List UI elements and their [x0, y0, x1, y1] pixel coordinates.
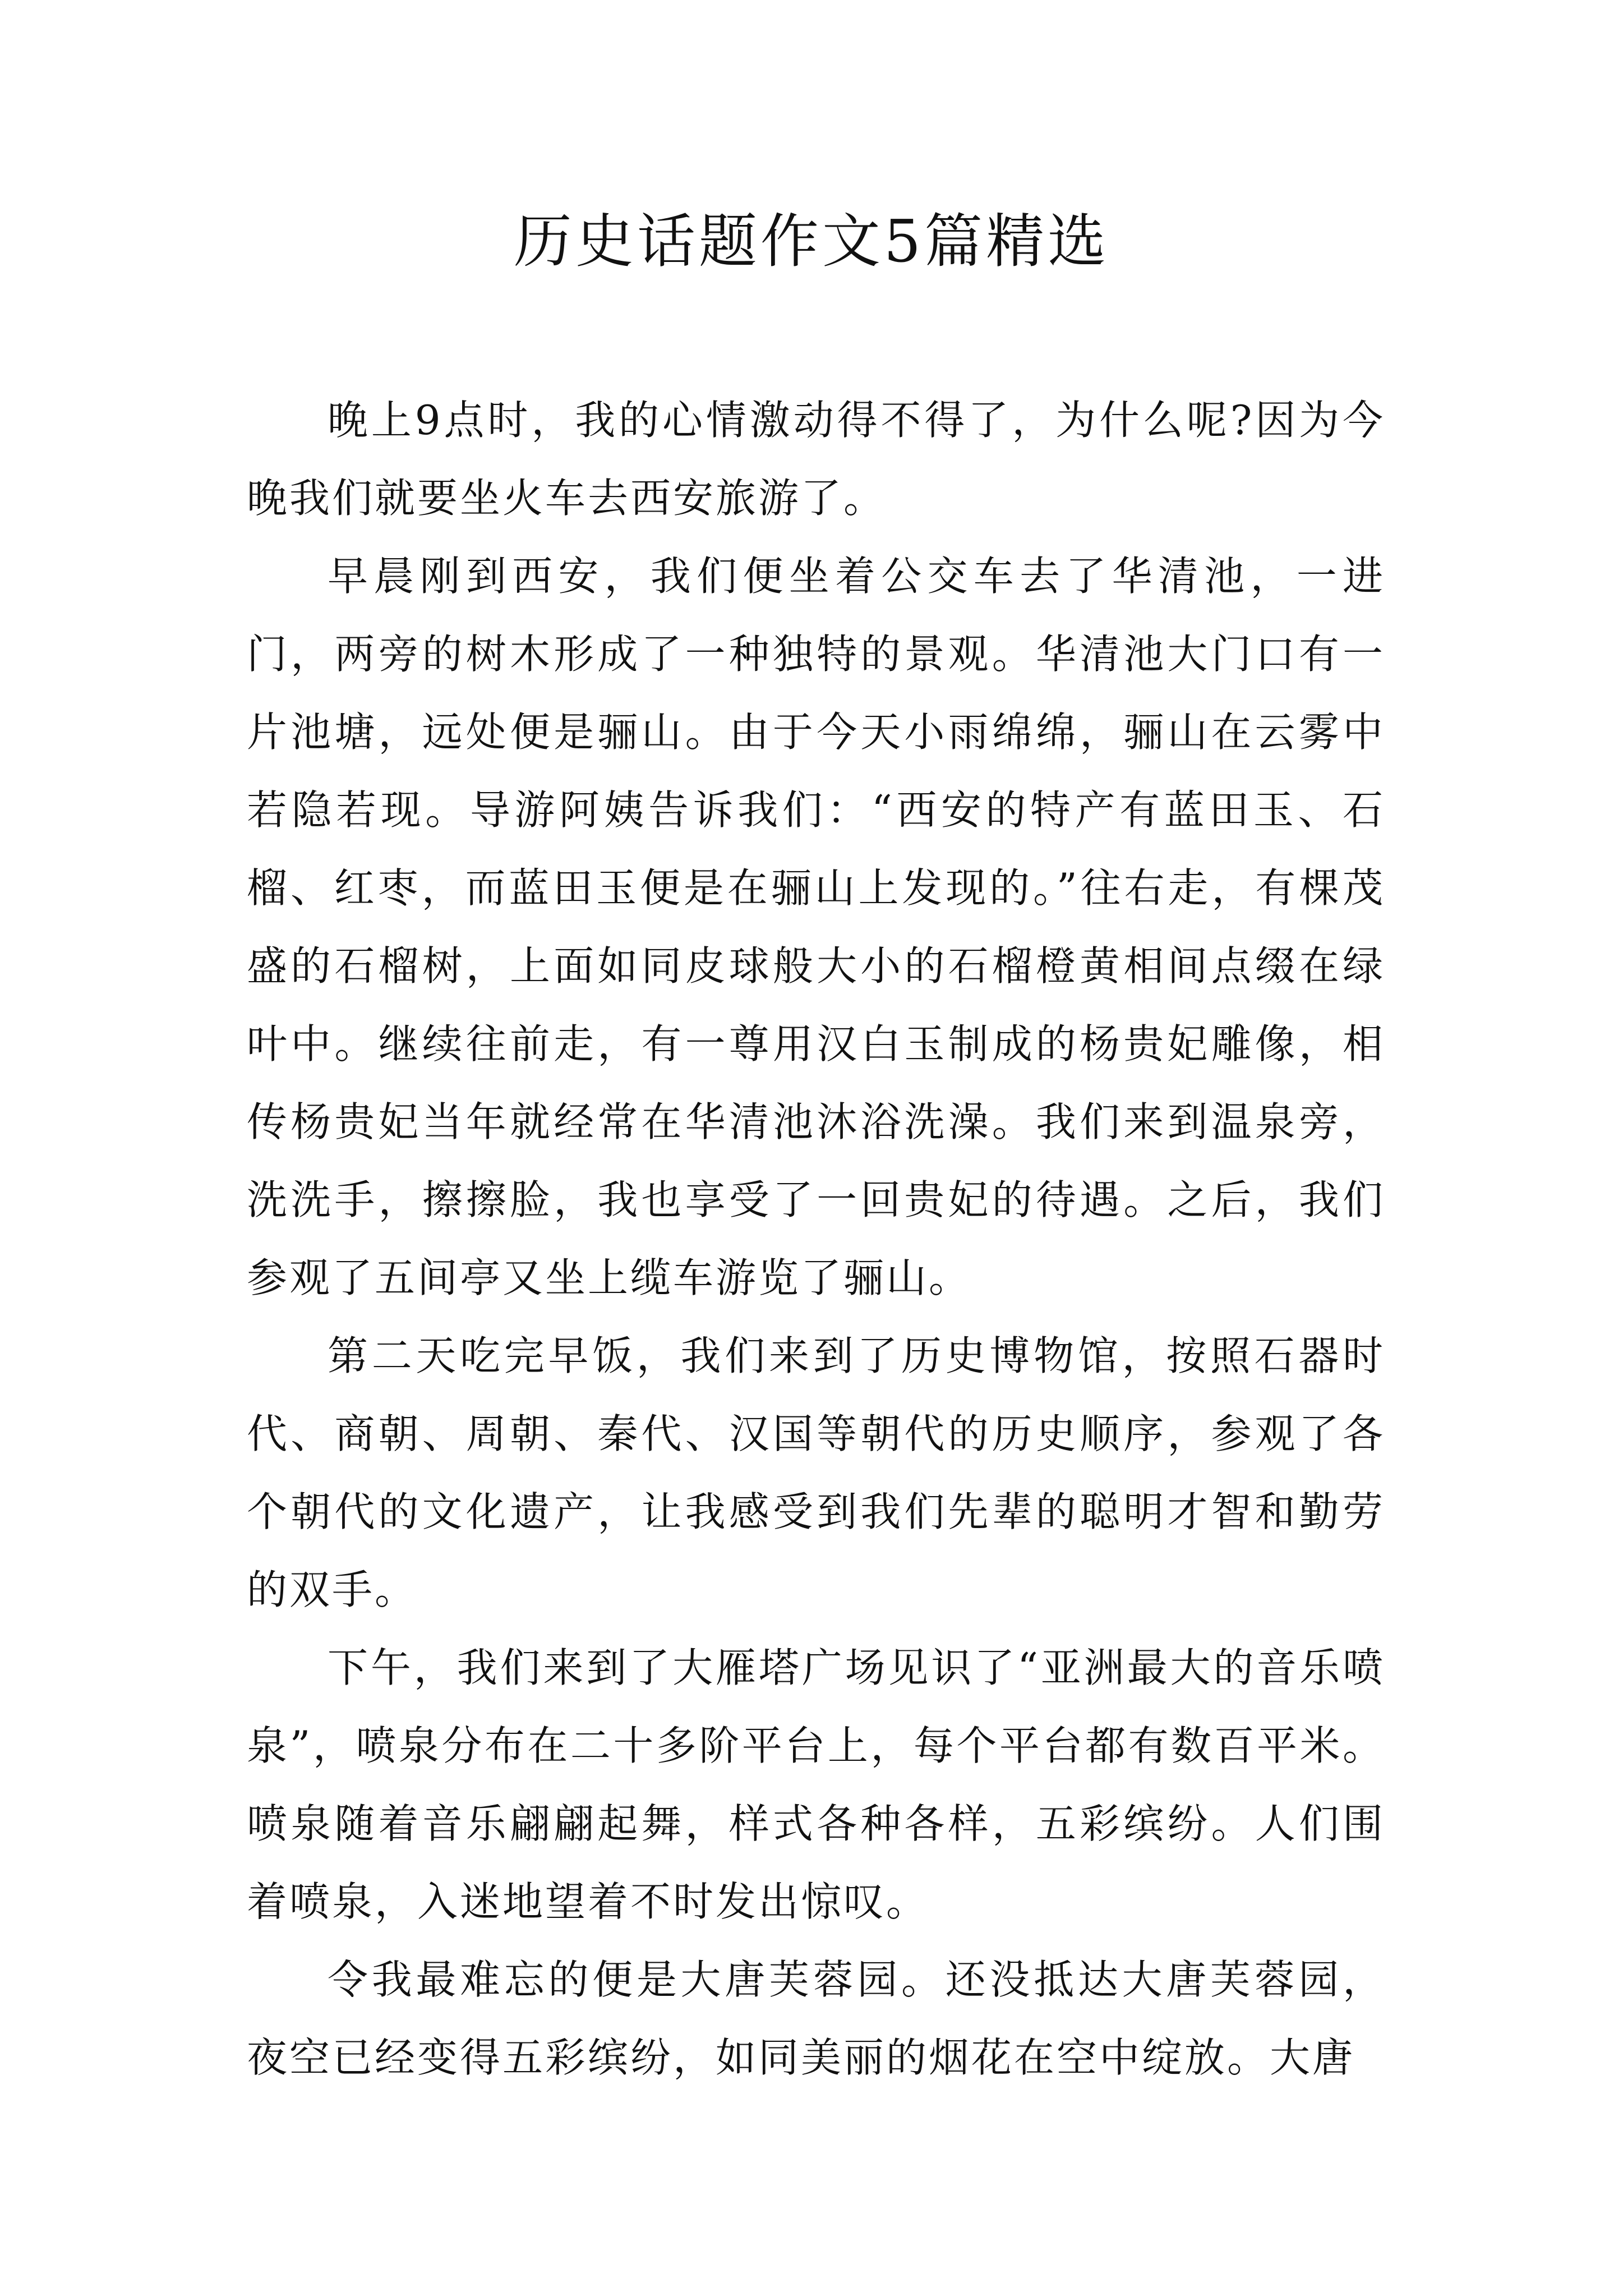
document-title: 历史话题作文5篇精选: [513, 207, 1110, 275]
paragraph: 第二天吃完早饭，我们来到了历史博物馆，按照石器时代、商朝、周朝、秦代、汉国等朝代的历史顺序，参观了各个朝代的文化遗产，让我感受到我们先辈的聪明才智和勤劳的双手。: [247, 1332, 1385, 1613]
paragraph: 令我最难忘的便是大唐芙蓉园。还没抵达大唐芙蓉园，夜空已经变得五彩缤纷，如同美丽的烟花在空中绽放。大唐: [247, 1956, 1385, 2081]
document-body: [247, 381, 1385, 2097]
paragraph: 下午，我们来到了大雁塔广场见识了“亚洲最大的音乐喷泉”，喷泉分布在二十多阶平台上，每个平台都有数百平米。喷泉随着音乐翩翩起舞，样式各种各样，五彩缤纷。人们围着喷泉，入迷地望着不时发出惊叹。: [247, 1644, 1385, 1925]
paragraph: 晚上9点时，我的心情激动得不得了，为什么呢?因为今晚我们就要坐火车去西安旅游了。: [247, 397, 1385, 522]
paragraph: 早晨刚到西安，我们便坐着公交车去了华清池，一进门，两旁的树木形成了一种独特的景观。华清池大门口有一片池塘，远处便是骊山。由于今天小雨绵绵，骊山在云雾中若隐若现。导游阿姨告诉我们：“西安的特产有蓝田玉、石榴、红枣，而蓝田玉便是在骊山上发现的。”往右走，有棵茂盛的石榴树，上面如同皮球般大小的石榴橙黄相间点缀在绿叶中。继续往前走，有一尊用汉白玉制成的杨贵妃雕像，相传杨贵妃当年就经常在华清池沐浴洗澡。我们来到温泉旁，洗洗手，擦擦脸，我也享受了一回贵妃的待遇。之后，我们参观了五间亭又坐上缆车游览了骊山。: [247, 553, 1385, 1301]
